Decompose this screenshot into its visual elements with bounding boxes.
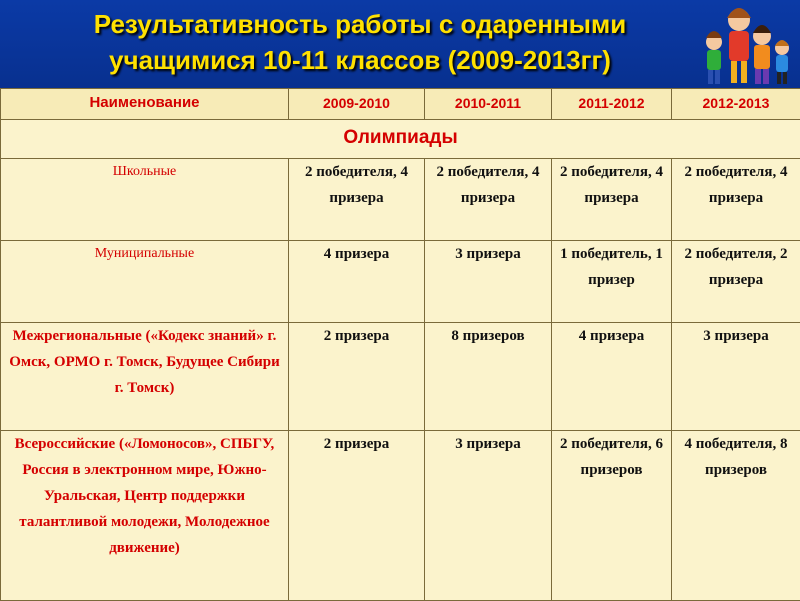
title-banner: [0, 0, 800, 88]
table-cell: 2 призера: [289, 323, 425, 431]
column-header-year: 2011-2012: [552, 89, 672, 120]
table-cell: 2 победителя, 2 призера: [672, 241, 800, 323]
column-header-year: 2009-2010: [289, 89, 425, 120]
table-cell: 3 призера: [672, 323, 800, 431]
table-header-row: [1, 89, 800, 120]
table-cell: 4 призера: [552, 323, 672, 431]
table-cell: 2 победителя, 4 призера: [289, 159, 425, 241]
section-title: Олимпиады: [1, 120, 800, 159]
table-cell: 3 призера: [425, 431, 552, 601]
title-line-2: учащимися 10-11 классов (2009-2013гг): [40, 42, 680, 78]
table-row: [1, 241, 800, 323]
table-cell: 2 победителя, 4 призера: [552, 159, 672, 241]
table-cell: 2 призера: [289, 431, 425, 601]
section-row: [1, 120, 800, 159]
table-cell: 1 победитель, 1 призер: [552, 241, 672, 323]
row-name: Всероссийские («Ломоносов», СПБГУ, Россия в электронном мире, Южно-Уральская, Центр поддержки талантливой молодежи, Молодежное движение): [1, 431, 289, 601]
table-row: [1, 323, 800, 431]
row-name: Школьные: [1, 159, 289, 241]
row-name: Межрегиональные («Кодекс знаний» г. Омск, ОРМО г. Томск, Будущее Сибири г. Томск): [1, 323, 289, 431]
column-header-name: Наименование: [1, 89, 289, 120]
children-group-icon: [694, 2, 794, 88]
title-line-1: Результативность работы с одаренными: [40, 6, 680, 42]
row-name: Муниципальные: [1, 241, 289, 323]
table-cell: 8 призеров: [425, 323, 552, 431]
table-cell: 4 победителя, 8 призеров: [672, 431, 800, 601]
slide-title: [40, 6, 680, 78]
column-header-year: 2012-2013: [672, 89, 800, 120]
table-row: [1, 159, 800, 241]
column-header-year: 2010-2011: [425, 89, 552, 120]
table-cell: 2 победителя, 4 призера: [425, 159, 552, 241]
table-cell: 2 победителя, 6 призеров: [552, 431, 672, 601]
results-table: [0, 88, 800, 601]
table-cell: 3 призера: [425, 241, 552, 323]
table-cell: 4 призера: [289, 241, 425, 323]
table-cell: 2 победителя, 4 призера: [672, 159, 800, 241]
table-row: [1, 431, 800, 601]
